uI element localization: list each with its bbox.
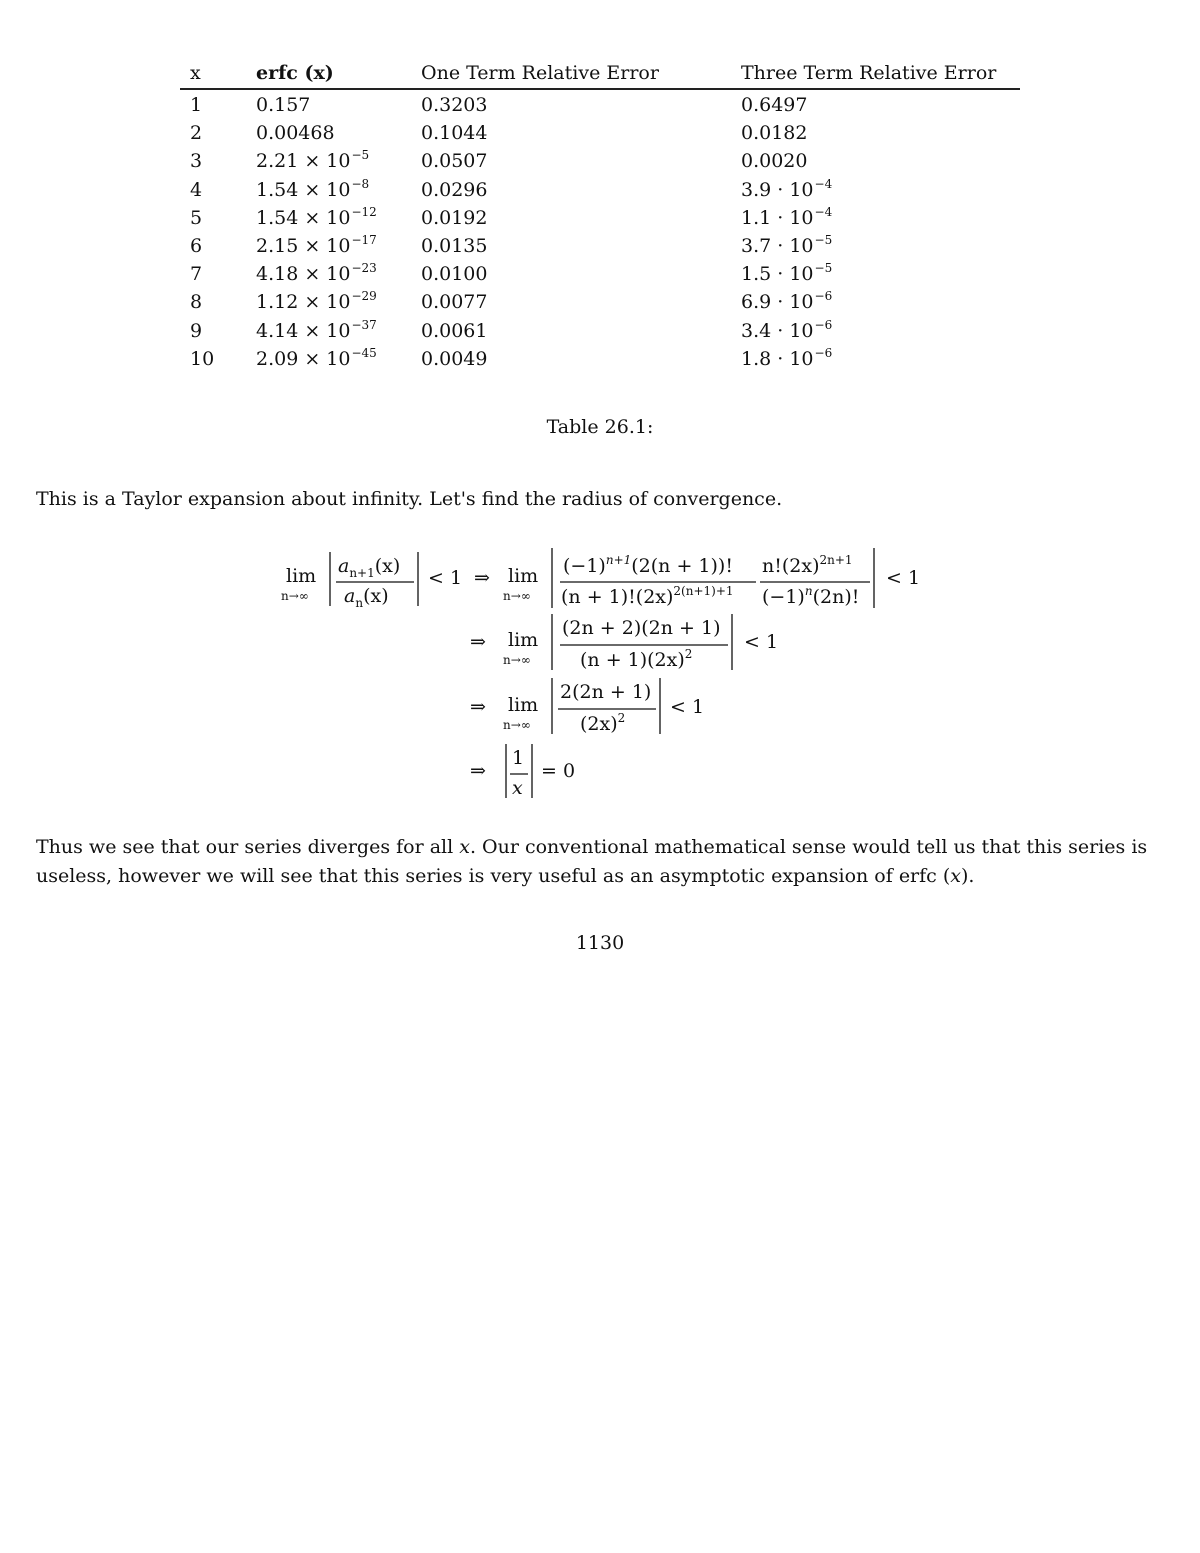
table-row <box>180 146 1020 174</box>
lim-sub-1b: n→∞ <box>503 589 531 603</box>
cell-erfc <box>256 176 370 201</box>
cell-x <box>190 320 202 342</box>
lim-sub-2: n→∞ <box>503 653 531 667</box>
table-row <box>180 203 1020 231</box>
cell-three-term <box>741 94 807 116</box>
table-row <box>180 344 1020 372</box>
exponent: −45 <box>351 345 377 360</box>
l1-num: $a_{n+1}(x)$ <box>338 555 401 580</box>
cell-three-term <box>741 150 807 172</box>
lim-sub-3: n→∞ <box>503 718 531 732</box>
table-row <box>180 118 1020 146</box>
table-row <box>180 175 1020 203</box>
cell-three-term <box>741 345 833 370</box>
lt-3: < 1 <box>670 696 705 718</box>
cell-text: 1.5 · 10 <box>741 263 814 286</box>
cell-three-term <box>741 176 833 201</box>
cell-text: 3.4 · 10 <box>741 319 814 342</box>
header-x: x <box>190 62 201 84</box>
cell-three-term <box>741 291 832 313</box>
header-one-term: One Term Relative Error <box>421 62 659 84</box>
cell-text: 6 <box>190 234 203 257</box>
exponent: −6 <box>814 289 833 304</box>
cell-erfc <box>256 232 377 257</box>
paragraph-taylor-expansion: This is a Taylor expansion about infinity. Let's find the radius of convergence. <box>36 488 783 510</box>
table-body <box>180 90 1020 372</box>
exponent: −5 <box>351 148 370 163</box>
p2-text-c: ( <box>936 865 951 887</box>
cell-text: 1.12 × 10 <box>256 291 351 314</box>
cell-text: 2 <box>190 122 203 145</box>
cell-text: 9 <box>190 319 203 342</box>
cell-text: 0.0192 <box>421 206 488 229</box>
implies-2: ⇒ <box>470 631 486 653</box>
cell-erfc <box>256 94 310 116</box>
cell-x <box>190 263 202 285</box>
cell-text: 1.54 × 10 <box>256 206 351 229</box>
exponent: −4 <box>814 176 833 191</box>
exponent: −6 <box>814 345 833 360</box>
l1-f2-den: $(-1)^n(2n)$! <box>762 584 860 608</box>
exponent: −17 <box>351 232 377 247</box>
paragraph-divergence <box>36 833 1168 891</box>
cell-one-term <box>421 207 487 229</box>
cell-x <box>190 207 202 229</box>
equation-line-1 <box>281 548 920 610</box>
cell-x <box>190 348 214 370</box>
cell-text: 1.8 · 10 <box>741 347 814 370</box>
cell-text: 0.0507 <box>421 150 488 173</box>
cell-one-term <box>421 348 487 370</box>
cell-text: 0.0061 <box>421 319 488 342</box>
cell-text: 0.0100 <box>421 263 488 286</box>
cell-text: 10 <box>190 347 215 370</box>
cell-one-term <box>421 263 487 285</box>
cell-text: 0.157 <box>256 94 311 116</box>
cell-text: 0.1044 <box>421 122 488 145</box>
table-row <box>180 316 1020 344</box>
cell-one-term <box>421 150 487 172</box>
cell-text: 2.21 × 10 <box>256 150 351 173</box>
cell-text: 8 <box>190 291 203 314</box>
l3-num: 2(2n + 1) <box>560 681 652 703</box>
cell-one-term <box>421 94 487 116</box>
cell-text: 0.0020 <box>741 150 808 173</box>
cell-text: 4.14 × 10 <box>256 319 351 342</box>
exponent: −23 <box>351 261 377 276</box>
header-three-term: Three Term Relative Error <box>741 62 997 84</box>
lim-3: lim <box>508 694 539 716</box>
cell-text: 3.7 · 10 <box>741 234 814 257</box>
lim-1b: lim <box>508 565 539 587</box>
implies-4: ⇒ <box>470 760 486 782</box>
cell-x <box>190 235 202 257</box>
cell-text: 1.1 · 10 <box>741 206 814 229</box>
cell-three-term <box>741 204 833 229</box>
exponent: −6 <box>814 317 833 332</box>
cell-one-term <box>421 122 487 144</box>
lim-2: lim <box>508 629 539 651</box>
cell-text: 4.18 × 10 <box>256 263 351 286</box>
cell-erfc <box>256 291 377 313</box>
cell-three-term <box>741 263 832 285</box>
cell-text: 1.54 × 10 <box>256 178 351 201</box>
cell-three-term <box>741 122 807 144</box>
table-row <box>180 231 1020 259</box>
cell-text: 3.9 · 10 <box>741 178 814 201</box>
l1-den: $a_n(x)$ <box>344 585 389 610</box>
lim-sub-1: n→∞ <box>281 589 309 603</box>
lt-2: < 1 <box>744 631 779 653</box>
exponent: −5 <box>814 261 833 276</box>
implies-3: ⇒ <box>470 696 486 718</box>
l1-f1-num: $(-1)^{n+1}(2(n + 1))$! <box>563 553 733 577</box>
cell-text: 0.00468 <box>256 122 335 145</box>
equation-line-2 <box>470 614 778 671</box>
cell-text: 7 <box>190 263 203 286</box>
table-caption: Table 26.1: <box>546 416 654 438</box>
exponent: −29 <box>351 289 377 304</box>
cell-one-term <box>421 179 487 201</box>
exponent: −5 <box>814 232 833 247</box>
l4-den: x <box>512 777 523 799</box>
cell-one-term <box>421 235 487 257</box>
table-row <box>180 287 1020 315</box>
cell-text: 0.0077 <box>421 291 488 314</box>
lt-1b: < 1 <box>886 567 921 589</box>
header-erfc: erfc (x) <box>256 62 334 84</box>
l2-num: (2n + 2)(2n + 1) <box>562 617 721 639</box>
equation-line-4 <box>470 744 575 799</box>
eq-zero: = 0 <box>541 760 576 782</box>
cell-text: 0.0049 <box>421 347 488 370</box>
cell-text: 2.15 × 10 <box>256 234 351 257</box>
p2-var-x: x <box>459 836 470 858</box>
p2-text-b: . Our conventional mathematical sense would tell us that this series is useless, however we will see that this series is very useful as an asymptotic expansion of <box>36 836 1148 887</box>
l3-den: $(2x)^2$ <box>580 711 626 735</box>
exponent: −37 <box>351 317 377 332</box>
p2-text-d: ). <box>960 865 975 887</box>
l2-den: $(n + 1)(2x)^2$ <box>580 647 693 671</box>
erfc-table <box>180 58 1020 372</box>
cell-x <box>190 94 202 116</box>
exponent: −8 <box>351 176 370 191</box>
cell-x <box>190 291 202 313</box>
cell-text: 5 <box>190 206 203 229</box>
p2-var-x2: x <box>950 865 961 887</box>
p2-text-a: Thus we see that our series diverges for all <box>36 836 460 858</box>
cell-x <box>190 122 202 144</box>
cell-text: 2.09 × 10 <box>256 347 351 370</box>
l1-f1-den: $(n + 1)!(2x)^{2(n+1)+1}$ <box>561 584 734 608</box>
cell-erfc <box>256 317 377 342</box>
cell-text: 3 <box>190 150 203 173</box>
cell-one-term <box>421 320 487 342</box>
exponent: −4 <box>814 204 833 219</box>
lim-1: lim <box>286 565 317 587</box>
cell-text: 0.0182 <box>741 122 808 145</box>
lt-1a: < 1 <box>428 567 463 589</box>
cell-one-term <box>421 291 487 313</box>
cell-text: 1 <box>190 94 203 116</box>
l4-num: 1 <box>512 747 525 769</box>
table-header-row <box>180 58 1020 90</box>
cell-three-term <box>741 317 833 342</box>
cell-text: 4 <box>190 178 203 201</box>
implies-1: ⇒ <box>474 567 490 589</box>
cell-erfc <box>256 150 369 172</box>
cell-x <box>190 150 202 172</box>
cell-erfc <box>256 122 335 144</box>
cell-three-term <box>741 232 833 257</box>
cell-text: 0.0135 <box>421 234 488 257</box>
page-number: 1130 <box>575 932 625 954</box>
table-row <box>180 90 1020 118</box>
cell-erfc <box>256 204 377 229</box>
l1-f2-num: $n!(2x)^{2n+1}$ <box>762 553 853 577</box>
convergence-derivation <box>0 540 1200 810</box>
cell-x <box>190 179 202 201</box>
cell-erfc <box>256 263 377 285</box>
p2-erfc: erfc <box>898 865 937 887</box>
equation-line-3 <box>470 678 704 735</box>
cell-text: 6.9 · 10 <box>741 291 814 314</box>
cell-erfc <box>256 345 377 370</box>
table-row <box>180 259 1020 287</box>
cell-text: 0.0296 <box>421 178 488 201</box>
cell-text: 0.6497 <box>741 94 808 116</box>
exponent: −12 <box>351 204 377 219</box>
cell-text: 0.3203 <box>421 94 488 116</box>
